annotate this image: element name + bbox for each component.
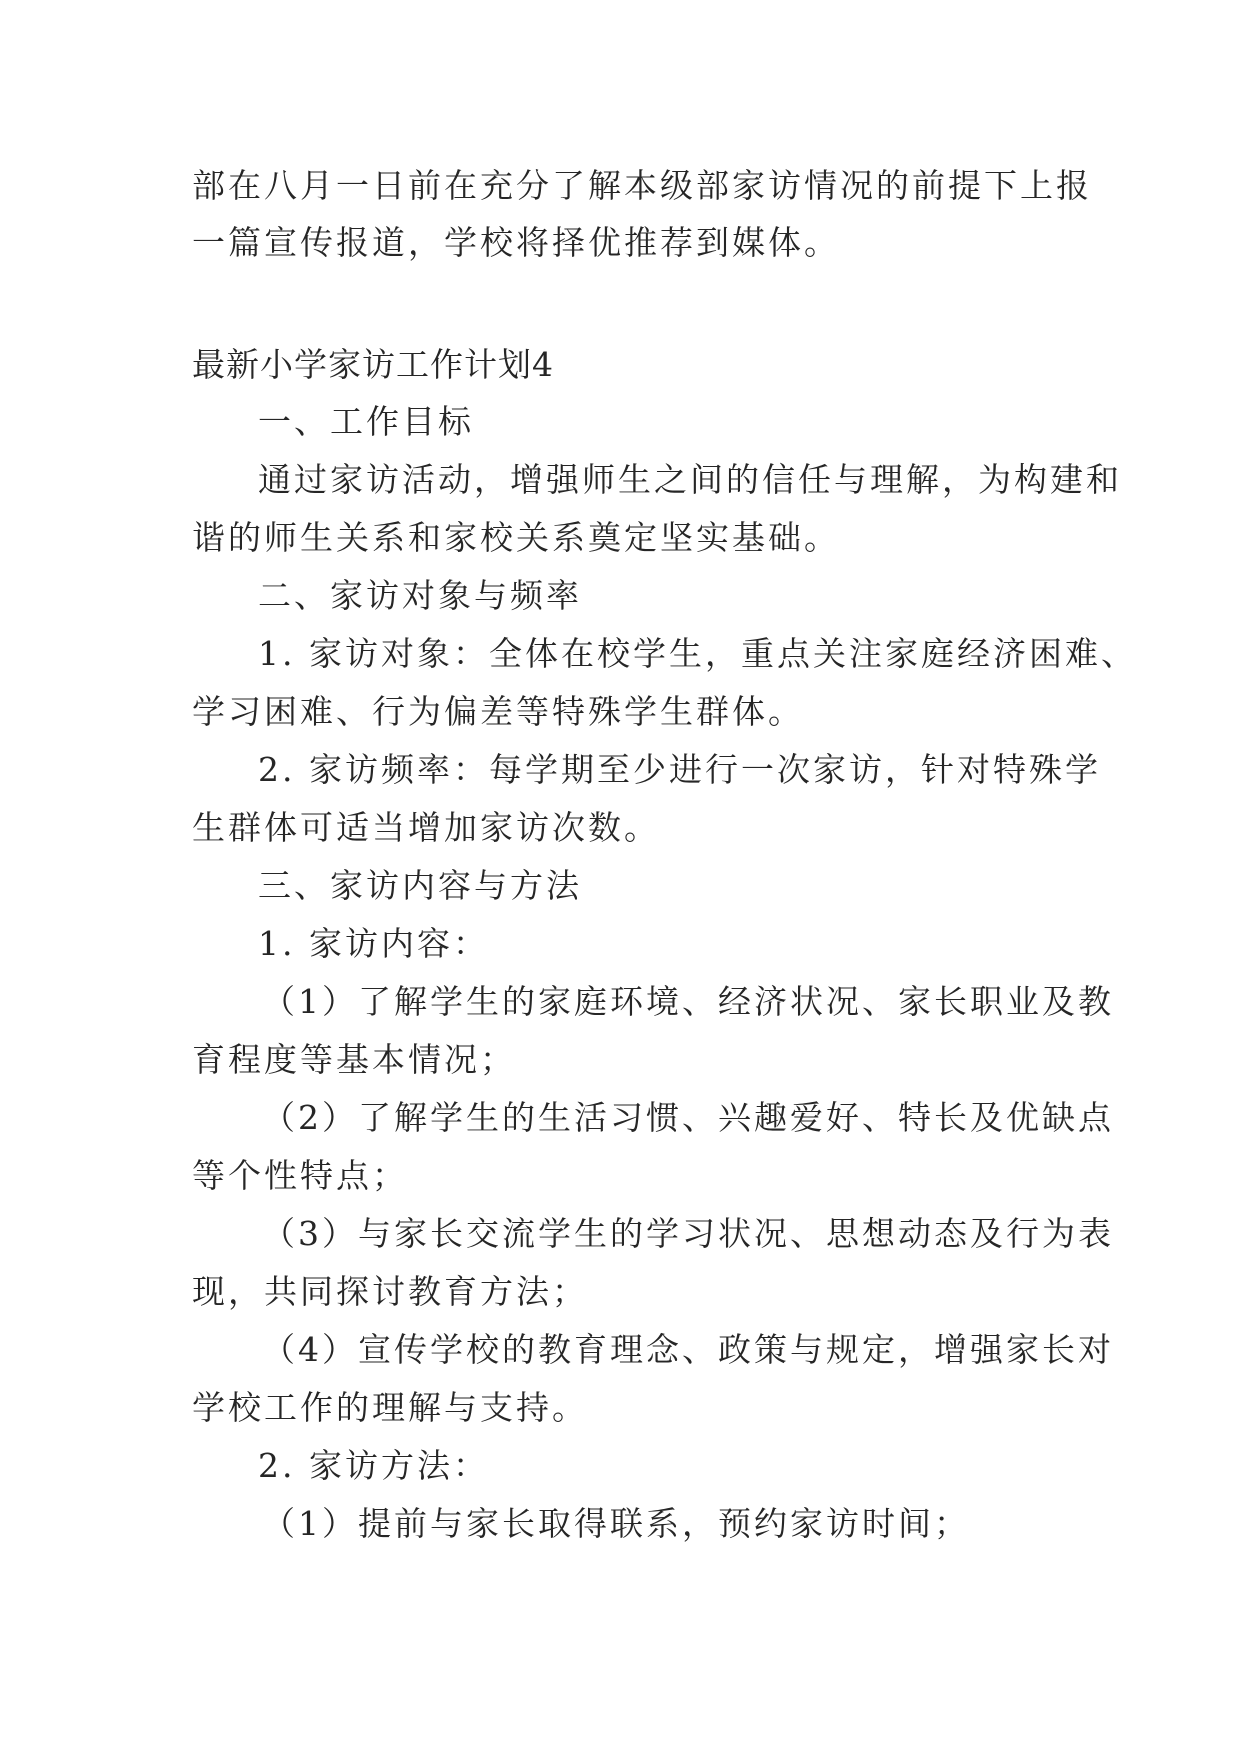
list-item-line: 学习困难、行为偏差等特殊学生群体。 xyxy=(192,692,804,731)
section-title: 最新小学家访工作计划4 xyxy=(192,345,554,384)
list-item-line: 育程度等基本情况； xyxy=(192,1040,516,1079)
list-item-line: （1）了解学生的家庭环境、经济状况、家长职业及教 xyxy=(262,982,1114,1021)
paragraph-line: 通过家访活动，增强师生之间的信任与理解，为构建和 xyxy=(258,460,1122,499)
list-item-line: 2. 家访频率：每学期至少进行一次家访，针对特殊学 xyxy=(258,750,1101,789)
list-item-line: 现，共同探讨教育方法； xyxy=(192,1272,588,1311)
list-item-line: 生群体可适当增加家访次数。 xyxy=(192,808,660,847)
list-item-line: （1）提前与家长取得联系，预约家访时间； xyxy=(262,1504,970,1543)
heading-visit-content: 三、家访内容与方法 xyxy=(258,866,582,905)
list-item-line: 学校工作的理解与支持。 xyxy=(192,1388,588,1427)
list-item-line: 2. 家访方法： xyxy=(258,1446,489,1485)
list-item-line: （3）与家长交流学生的学习状况、思想动态及行为表 xyxy=(262,1214,1114,1253)
paragraph-line: 部在八月一日前在充分了解本级部家访情况的前提下上报 xyxy=(192,166,1092,205)
list-item-line: （4）宣传学校的教育理念、政策与规定，增强家长对 xyxy=(262,1330,1114,1369)
heading-visit-target: 二、家访对象与频率 xyxy=(258,576,582,615)
list-item-line: （2）了解学生的生活习惯、兴趣爱好、特长及优缺点 xyxy=(262,1098,1114,1137)
paragraph-line: 一篇宣传报道，学校将择优推荐到媒体。 xyxy=(192,223,840,262)
paragraph-line: 谐的师生关系和家校关系奠定坚实基础。 xyxy=(192,518,840,557)
heading-work-goal: 一、工作目标 xyxy=(258,402,474,441)
list-item-line: 1. 家访对象：全体在校学生，重点关注家庭经济困难、 xyxy=(258,634,1137,673)
list-item-line: 等个性特点； xyxy=(192,1156,408,1195)
list-item-line: 1. 家访内容： xyxy=(258,924,489,963)
